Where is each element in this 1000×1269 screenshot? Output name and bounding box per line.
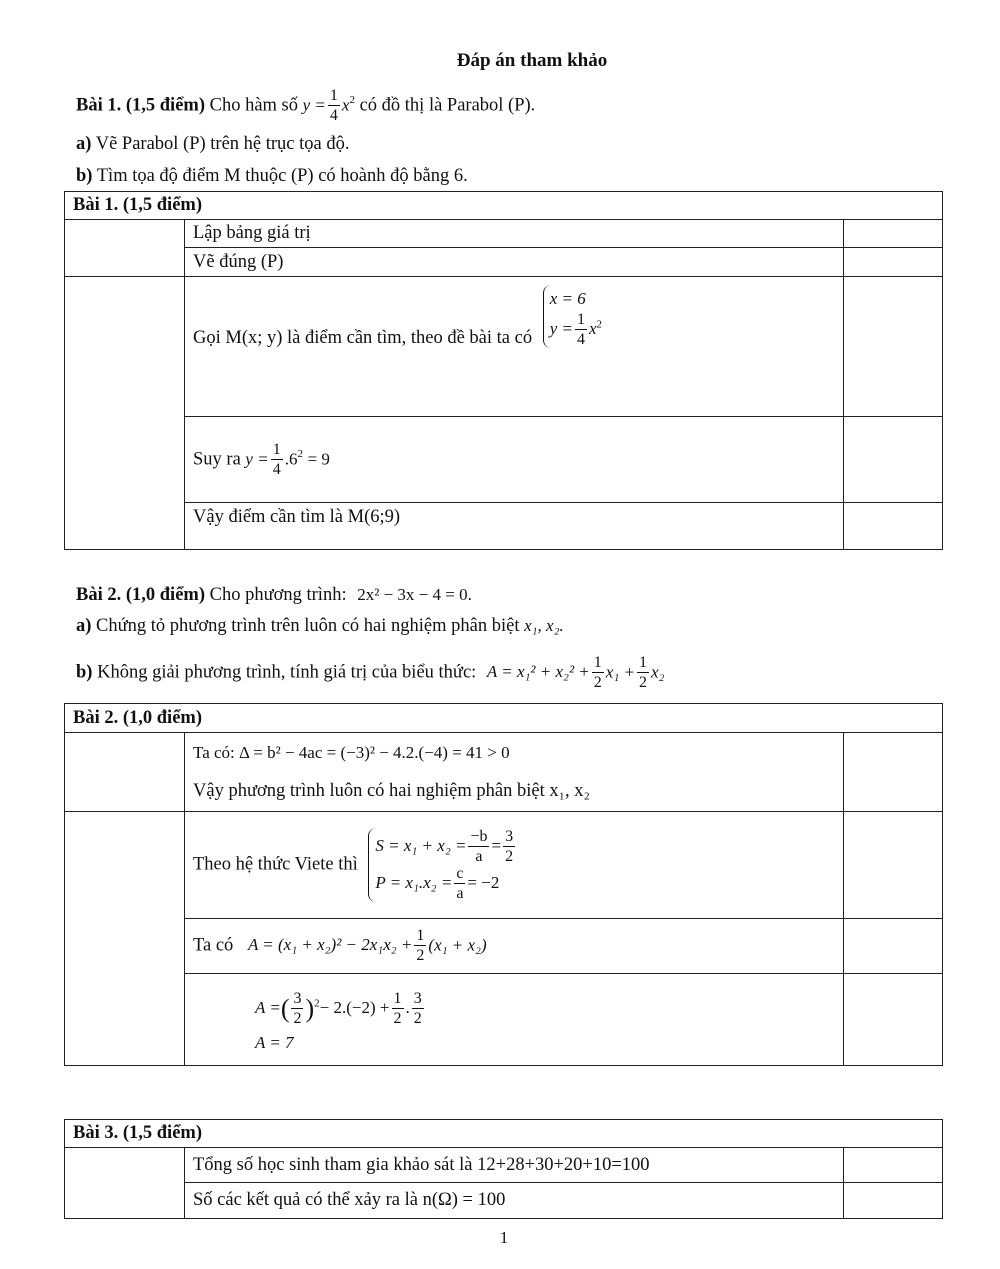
bai2-row-viete: Theo hệ thức Viete thì S = x₁ + x₂ = $\frac{-b}{a}$ = $\frac{3}{2}$ P = x₁.x₂ = $\frac{c}{a}$ = −2 <box>185 812 844 919</box>
bai3-row-so-ket-qua: Số các kết quả có thể xảy ra là n(Ω) = 100 <box>185 1183 844 1219</box>
bai2-row-ta-co: Ta có A = (x₁ + x₂)² − 2x₁x₂ + $\frac{1}{2}$ (x₁ + x₂) <box>185 919 844 974</box>
bai1-part-b: b) Tìm tọa độ điểm M thuộc (P) có hoành độ bằng 6. <box>76 166 468 186</box>
fraction-quarter: $\frac{1}{4}$ <box>329 87 338 124</box>
bai1-row-ve-dung: Vẽ đúng (P) <box>185 248 844 277</box>
page-title: Đáp án tham khảo <box>456 50 608 71</box>
bai2-part-a: a) Chứng tỏ phương trình trên luôn có hai nghiệm phân biệt x₁, x₂. <box>76 616 564 636</box>
bai2-final-answer: A = 7 <box>255 1032 294 1052</box>
bai1-func-lhs: y = <box>302 95 326 115</box>
bai1-heading: Bài 1. (1,5 điểm) <box>76 95 205 116</box>
bai3-row-tong-so: Tổng số học sinh tham gia khảo sát là 12+28+30+20+10=100 <box>185 1148 844 1183</box>
bai1-intro: Cho hàm số <box>209 95 298 116</box>
bai1-row-suy-ra: Suy ra y = $\frac{1}{4}$ $.6^2 = 9$ <box>185 417 844 503</box>
bai1-table-header: Bài 1. (1,5 điểm) <box>65 192 943 220</box>
bai2-statement: Bài 2. (1,0 điểm) Cho phương trình: 2x² − 3x − 4 = 0. <box>76 585 472 605</box>
bai3-answer-table: Bài 3. (1,5 điểm) Tổng số học sinh tham gia khảo sát là 12+28+30+20+10=100 Số các kết quả có thể xảy ra là n(Ω) = 100 <box>64 1119 943 1219</box>
bai2-row-delta: Ta có: Δ = b² − 4ac = (−3)² − 4.2.(−4) = 41 > 0 Vậy phương trình luôn có hai nghiệm phân biệt x₁, x₂ <box>185 733 844 812</box>
bai1-intro-end: có đồ thị là Parabol (P). <box>359 95 536 116</box>
equation-system: x = 6 y = $\frac{1}{4}$ $x^2$ <box>543 285 602 348</box>
bai1-row-goi-m: Gọi M(x; y) là điểm cần tìm, theo đề bài ta có x = 6 y = $\frac{1}{4}$ $x^2$ <box>185 277 844 417</box>
bai2-answer-table: Bài 2. (1,0 điểm) Ta có: Δ = b² − 4ac = (−3)² − 4.2.(−4) = 41 > 0 Vậy phương trình luôn có hai nghiệm phân biệt x₁, x₂ Theo hệ thức Viete thì S = x₁ + x₂ = $\frac{-b}{a}$ = $\frac{3}{2}$ P = x₁.x₂ = $\frac{c}{a}$ = −2 Ta có A = (x₁ + x₂)² − 2x₁x₂ + $\frac{1}{2}$ (x₁ + x₂) A =( $\frac{3}{2}$ )$^2$− 2.(−2) + $\frac{1}{2}$ . $\frac{3}{2}$ A = 7 <box>64 703 943 1066</box>
bai1-row-bang-gia-tri: Lập bảng giá trị <box>185 220 844 248</box>
bai1-statement: Bài 1. (1,5 điểm) Cho hàm số y = $\frac{1}{4}$ $x^2$ có đồ thị là Parabol (P). <box>76 87 536 124</box>
page-number: 1 <box>499 1228 509 1247</box>
bai1-answer-table <box>64 191 943 550</box>
bai1-part-a: a) Vẽ Parabol (P) trên hệ trục tọa độ. <box>76 134 350 154</box>
bai1-row-ket-luan: Vậy điểm cần tìm là M(6;9) <box>185 503 844 550</box>
bai2-row-ket-qua: A =( $\frac{3}{2}$ )$^2$− 2.(−2) + $\frac{1}{2}$ . $\frac{3}{2}$ A = 7 <box>185 974 844 1066</box>
bai2-part-b: b) Không giải phương trình, tính giá trị của biểu thức: A = x₁² + x₂² + $\frac{1}{2}$ x₁ + $\frac{1}{2}$ x₂ <box>76 654 665 691</box>
